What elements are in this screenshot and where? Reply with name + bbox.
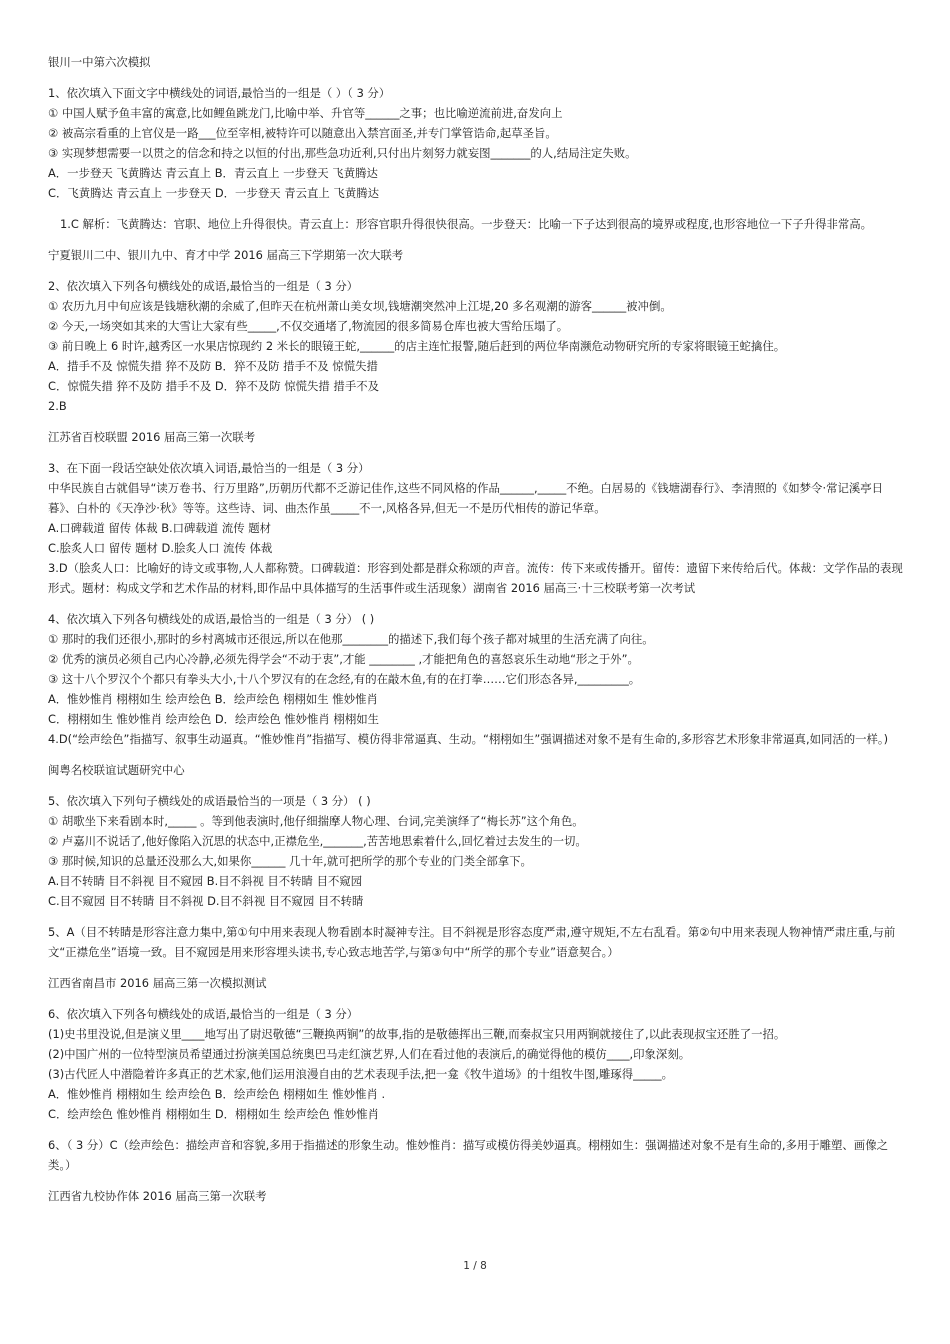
text-line: (3)古代匠人中潜隐着许多真正的艺术家,他们运用浪漫自由的艺术表现手法,把一龛《牧牛道场》的十组牧牛图,雕琢得_____。: [48, 1067, 674, 1081]
text-line: (1)史书里没说,但是演义里____地写出了尉迟敬德“三鞭换两锏”的故事,指的是敬德挥出三鞭,而秦叔宝只用两锏就接住了,以此表现叔宝还胜了一招。: [48, 1027, 786, 1041]
spacer: [48, 1175, 908, 1186]
text-line: 中华民族自古就倡导“读万卷书、行万里路”,历朝历代都不乏游记佳作,这些不同风格的作品______,_____不绝。白居易的《钱塘湖春行》、李清照的《如梦令·常记溪亭日暮》、白朴的《天净沙·秋》等等。这些诗、词、曲杰作虽_____不一,风格各异,但无一不是历代相传的游记华章。: [48, 481, 884, 515]
text-line: C．绘声绘色 惟妙惟肖 栩栩如生 D．栩栩如生 绘声绘色 惟妙惟肖: [48, 1107, 379, 1121]
section-source-header: 江苏省百校联盟 2016 届高三第一次联考: [48, 430, 256, 444]
text-line: ② 被高宗看重的上官仪是一路___位至宰相,被特许可以随意出入禁宫面圣,并专门掌管诰命,起草圣旨。: [48, 126, 557, 140]
text-line: A．措手不及 惊慌失措 猝不及防 B．猝不及防 措手不及 惊慌失措: [48, 359, 378, 373]
text-line: C．栩栩如生 惟妙惟肖 绘声绘色 D．绘声绘色 惟妙惟肖 栩栩如生: [48, 712, 379, 726]
section-source-header: 银川一中第六次模拟: [48, 55, 151, 69]
section-source-header: 江西省南昌市 2016 届高三第一次模拟测试: [48, 976, 267, 990]
text-line: 4、依次填入下列各句横线处的成语,最恰当的一组是（ 3 分） ( ): [48, 612, 375, 626]
spacer: [48, 1124, 908, 1135]
text-line: A．惟妙惟肖 栩栩如生 绘声绘色 B．绘声绘色 栩栩如生 惟妙惟肖: [48, 692, 378, 706]
text-line: ① 农历九月中旬应该是钱塘秋潮的余威了,但昨天在杭州萧山美女坝,钱塘潮突然冲上江堤,20 多名观潮的游客______被冲倒。: [48, 299, 672, 313]
text-line: ① 那时的我们还很小,那时的乡村离城市还很远,所以在他那________的描述下,我们每个孩子都对城里的生活充满了向往。: [48, 632, 654, 646]
spacer: [48, 780, 908, 791]
text-line: ② 优秀的演员必须自己内心冷静,必须先得学会“不动于衷”,才能 ________ ,才能把角色的喜怒哀乐生动地“形之于外”。: [48, 652, 639, 666]
spacer: [48, 265, 908, 276]
text-line: ① 中国人赋予鱼丰富的寓意,比如鲤鱼跳龙门,比喻中举、升官等______之事；也比喻逆流前进,奋发向上: [48, 106, 563, 120]
section-source-header: 闽粤名校联谊试题研究中心: [48, 763, 185, 777]
text-line: 6、依次填入下列各句横线处的成语,最恰当的一组是（ 3 分）: [48, 1007, 359, 1021]
text-line: 3.D（脍炙人口：比喻好的诗文或事物,人人都称赞。口碑载道：形容到处都是群众称颂的声音。流传：传下来或传播开。留传：遗留下来传给后代。体裁：文学作品的表现形式。题材：构成文学和艺术作品的材料,即作品中具体描写的生活事件或生活现象）湖南省 2016 届高三·十三校联考第一次考试: [48, 561, 903, 595]
section-source-header: 宁夏银川二中、银川九中、育才中学 2016 届高三下学期第一次大联考: [48, 248, 404, 262]
text-line: 5、依次填入下列句子横线处的成语最恰当的一项是（ 3 分） ( ): [48, 794, 371, 808]
spacer: [48, 203, 908, 214]
text-line: C.脍炙人口 留传 题材 D.脍炙人口 流传 体裁: [48, 541, 273, 555]
text-line: ③ 那时候,知识的总量还没那么大,如果你______ 几十年,就可把所学的那个专业的门类全部拿下。: [48, 854, 532, 868]
text-line: ① 胡歌坐下来看剧本时,_____ 。等到他表演时,他仔细揣摩人物心理、台词,完美演绎了“梅长苏”这个角色。: [48, 814, 584, 828]
spacer: [48, 749, 908, 760]
spacer: [48, 598, 908, 609]
text-line: A．一步登天 飞黄腾达 青云直上 B．青云直上 一步登天 飞黄腾达: [48, 166, 378, 180]
spacer: [48, 416, 908, 427]
text-line: ③ 这十八个罗汉个个都只有拳头大小,十八个罗汉有的在念经,有的在敲木鱼,有的在打拳……它们形态各异,_________。: [48, 672, 641, 686]
text-line: 2、依次填入下列各句横线处的成语,最恰当的一组是（ 3 分）: [48, 279, 359, 293]
spacer: [48, 447, 908, 458]
text-line: A.目不转睛 目不斜视 目不窥园 B.目不斜视 目不转睛 目不窥园: [48, 874, 363, 888]
text-line: 1、依次填入下面文字中横线处的词语,最恰当的一组是（ ）（ 3 分）: [48, 86, 391, 100]
text-line: A.口碑载道 留传 体裁 B.口碑载道 流传 题材: [48, 521, 272, 535]
text-line: 6、（ 3 分）C（绘声绘色：描绘声音和容貌,多用于指描述的形象生动。惟妙惟肖：描写或模仿得美妙逼真。栩栩如生：强调描述对象不是有生命的,多用于雕塑、画像之类。）: [48, 1138, 888, 1172]
text-line: (2)中国广州的一位特型演员希望通过扮演美国总统奥巴马走红演艺界,人们在看过他的表演后,的确觉得他的模仿____,印象深刻。: [48, 1047, 691, 1061]
text-line: 1.C 解析：飞黄腾达：官职、地位上升得很快。青云直上：形容官职升得很快很高。一步登天：比喻一下子达到很高的境界或程度,也形容地位一下子升得非常高。: [60, 217, 873, 231]
text-line: C.目不窥园 目不转睛 目不斜视 D.目不斜视 目不窥园 目不转睛: [48, 894, 364, 908]
document-page: [48, 52, 908, 1206]
text-line: 2.B: [48, 399, 67, 413]
page-number: 1 / 8: [463, 1260, 487, 1272]
text-line: ③ 实现梦想需要一以贯之的信念和持之以恒的付出,那些急功近利,只付出片刻努力就妄图_______的人,结局注定失败。: [48, 146, 637, 160]
spacer: [48, 234, 908, 245]
text-line: C．惊慌失措 猝不及防 措手不及 D．猝不及防 惊慌失措 措手不及: [48, 379, 379, 393]
text-line: 3、在下面一段话空缺处依次填入词语,最恰当的一组是（ 3 分）: [48, 461, 370, 475]
text-line: C．飞黄腾达 青云直上 一步登天 D．一步登天 青云直上 飞黄腾达: [48, 186, 379, 200]
spacer: [48, 72, 908, 83]
text-line: 4.D(“绘声绘色”指描写、叙事生动逼真。“惟妙惟肖”指描写、模仿得非常逼真、生动。“栩栩如生”强调描述对象不是有生命的,多形容艺术形象非常逼真,如同活的一样。): [48, 732, 889, 746]
spacer: [48, 993, 908, 1004]
spacer: [48, 962, 908, 973]
spacer: [48, 911, 908, 922]
text-line: ② 卢嘉川不说话了,他好像陷入沉思的状态中,正襟危坐,_______,苦苦地思索着什么,回忆着过去发生的一切。: [48, 834, 587, 848]
text-line: A．惟妙惟肖 栩栩如生 绘声绘色 B．绘声绘色 栩栩如生 惟妙惟肖 .: [48, 1087, 386, 1101]
text-line: ③ 前日晚上 6 时许,越秀区一水果店惊现约 2 米长的眼镜王蛇,______的店主连忙报警,随后赶到的两位华南濒危动物研究所的专家将眼镜王蛇擒住。: [48, 339, 786, 353]
text-line: ② 今天,一场突如其来的大雪让大家有些_____,不仅交通堵了,物流园的很多简易仓库也被大雪给压塌了。: [48, 319, 569, 333]
section-source-header: 江西省九校协作体 2016 届高三第一次联考: [48, 1189, 267, 1203]
text-line: 5、A（目不转睛是形容注意力集中,第①句中用来表现人物看剧本时凝神专注。目不斜视是形容态度严肃,遵守规矩,不左右乱看。第②句中用来表现人物神情严肃庄重,与前文“正襟危坐”语境一致。目不窥园是用来形容埋头读书,专心致志地苦学,与第③句中“所学的那个专业”语意契合。）: [48, 925, 896, 959]
